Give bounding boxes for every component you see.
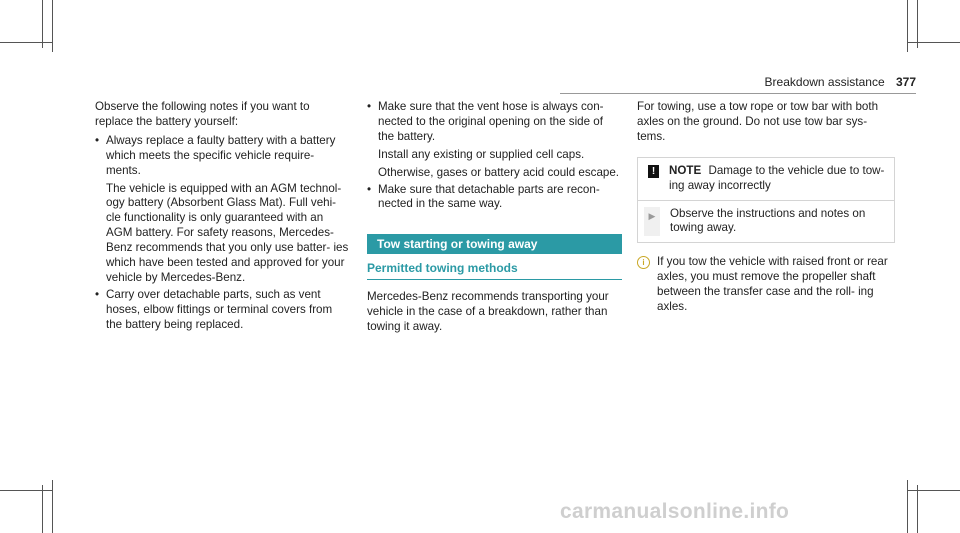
tip-text: If you tow the vehicle with raised front or rear axles, you must remove the propeller shaft between the transfer case and the roll- ing axles. <box>657 255 888 314</box>
header-section: Breakdown assistance <box>764 75 885 89</box>
crop-mark <box>917 0 918 48</box>
note-body <box>638 201 894 243</box>
page-number: 377 <box>895 75 916 89</box>
list-item: • Make sure that the vent hose is always con- nected to the original opening on the side of the battery. Install any existing or supplied cell caps. Otherwise, gases or battery acid could escape. <box>367 100 622 181</box>
vent-list <box>367 100 622 212</box>
column-2 <box>367 100 622 339</box>
towing-intro: For towing, use a tow rope or tow bar with both axles on the ground. Do not use tow bar sys- tems. <box>637 100 879 143</box>
list-item: • Always replace a faulty battery with a battery which meets the specific vehicle require- ments. The vehicle is equipped with an AGM technol- ogy battery (Absorbent Glass Mat). Full vehi- cle functionality is only guaranteed with an AGM battery. For safety reasons, Mercedes- Benz recommends that you only use batter- ies which have been tested and approved for your vehicle by Mercedes-Benz. <box>95 134 350 286</box>
note-instruction: Observe the instructions and notes on towing away. <box>670 206 866 235</box>
crop-mark <box>917 485 918 533</box>
warning-icon: ! <box>648 165 659 178</box>
header-rule <box>560 93 916 94</box>
list-item-detail: The vehicle is equipped with an AGM technol- ogy battery (Absorbent Glass Mat). Full vehi- cle functionality is only guaranteed with an AGM battery. For safety reasons, Mercedes- Benz recommends that you only use batter- ies which have been tested and approved for your vehicle by Mercedes-Benz. <box>106 181 349 284</box>
list-item: • Carry over detachable parts, such as vent hoses, elbow fittings or terminal covers from the battery being replaced. <box>95 288 350 333</box>
subheading: Permitted towing methods <box>367 261 622 280</box>
crop-mark <box>42 485 43 533</box>
list-item: • Make sure that detachable parts are recon- nected in the same way. <box>367 183 622 213</box>
tip <box>637 255 895 315</box>
note-label: NOTE <box>669 163 702 177</box>
crop-mark <box>42 0 43 48</box>
section-title: Tow starting or towing away <box>367 234 622 254</box>
note-title: Damage to the vehicle due to tow- ing away incorrectly <box>669 163 885 192</box>
info-icon: i <box>637 256 650 269</box>
column-3 <box>637 100 895 315</box>
crop-mark <box>52 0 53 52</box>
crop-mark <box>52 480 53 533</box>
note-box <box>637 157 895 244</box>
crop-mark <box>907 42 960 43</box>
crop-mark <box>0 42 53 43</box>
towing-body: Mercedes-Benz recommends transporting your vehicle in the case of a breakdown, rather than towing it away. <box>367 290 609 334</box>
battery-list <box>95 134 350 333</box>
action-arrow-icon: ▶ <box>644 207 660 237</box>
list-item-detail: Otherwise, gases or battery acid could escape. <box>378 165 620 179</box>
battery-intro: Observe the following notes if you want to replace the battery yourself: <box>95 100 310 128</box>
crop-mark <box>907 480 908 533</box>
watermark: carmanualsonline.info <box>560 500 790 523</box>
crop-mark <box>0 490 53 491</box>
list-item-detail: Install any existing or supplied cell caps. <box>378 147 585 161</box>
note-header <box>638 158 894 201</box>
running-header <box>560 75 916 89</box>
column-1 <box>95 100 350 335</box>
crop-mark <box>907 490 960 491</box>
crop-mark <box>907 0 908 52</box>
